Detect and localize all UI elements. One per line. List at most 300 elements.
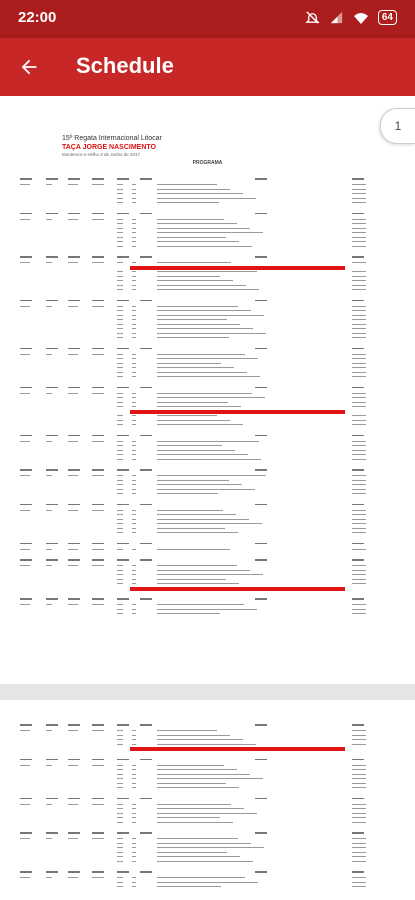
- table-cell: [352, 202, 366, 203]
- table-header-cell: [20, 469, 32, 471]
- table-header-cell: [140, 256, 152, 258]
- table-cell: [117, 514, 123, 515]
- table-cell: [117, 480, 123, 481]
- table-cell: [68, 393, 78, 394]
- table-header-cell: [68, 724, 80, 726]
- table-cell: [352, 397, 366, 398]
- table-cell: [20, 354, 30, 355]
- table-cell: [157, 202, 219, 203]
- table-cell: [352, 450, 366, 451]
- table-header-cell: [352, 759, 364, 761]
- table-header-cell: [46, 559, 58, 561]
- table-cell: [157, 372, 247, 373]
- table-cell: [132, 480, 136, 481]
- table-cell: [157, 354, 245, 355]
- table-cell: [117, 319, 123, 320]
- table-cell: [117, 783, 123, 784]
- table-header-cell: [140, 543, 152, 545]
- table-header-cell: [46, 504, 58, 506]
- table-cell: [132, 877, 136, 878]
- table-header-cell: [352, 559, 364, 561]
- table-cell: [117, 406, 123, 407]
- schedule-block: [0, 543, 415, 554]
- schedule-block: [0, 178, 415, 207]
- table-cell: [132, 246, 136, 247]
- table-cell: [157, 310, 251, 311]
- table-cell: [157, 198, 256, 199]
- table-cell: [46, 604, 52, 605]
- table-header-cell: [92, 543, 104, 545]
- schedule-block: [0, 469, 415, 498]
- table-cell: [157, 604, 244, 605]
- table-cell: [92, 765, 104, 766]
- table-cell: [117, 787, 123, 788]
- table-header-cell: [352, 256, 364, 258]
- table-cell: [157, 813, 257, 814]
- table-cell: [132, 441, 136, 442]
- table-cell: [20, 549, 30, 550]
- document-header: [62, 134, 162, 158]
- table-cell: [352, 765, 366, 766]
- table-header-cell: [46, 178, 58, 180]
- schedule-block: [0, 387, 415, 429]
- table-cell: [352, 514, 366, 515]
- table-header-cell: [68, 435, 80, 437]
- table-cell: [157, 480, 229, 481]
- schedule-block: [0, 724, 415, 753]
- table-header-cell: [140, 798, 152, 800]
- table-cell: [117, 280, 123, 281]
- table-cell: [352, 532, 366, 533]
- screen-title: Schedule: [76, 53, 174, 78]
- table-cell: [92, 354, 104, 355]
- table-cell: [20, 475, 30, 476]
- table-cell: [132, 817, 136, 818]
- table-cell: [132, 861, 136, 862]
- table-cell: [352, 813, 366, 814]
- table-header-cell: [352, 178, 364, 180]
- table-cell: [117, 856, 123, 857]
- table-header-cell: [92, 871, 104, 873]
- table-cell: [132, 838, 136, 839]
- table-cell: [132, 280, 136, 281]
- table-header-cell: [92, 300, 104, 302]
- table-cell: [352, 289, 366, 290]
- table-cell: [352, 420, 366, 421]
- table-cell: [352, 787, 366, 788]
- table-cell: [132, 363, 136, 364]
- table-cell: [352, 415, 366, 416]
- table-cell: [132, 289, 136, 290]
- table-header-cell: [92, 798, 104, 800]
- table-cell: [157, 528, 225, 529]
- table-cell: [117, 445, 123, 446]
- table-cell: [132, 882, 136, 883]
- table-header-cell: [46, 871, 58, 873]
- table-cell: [132, 184, 136, 185]
- table-cell: [132, 475, 136, 476]
- table-cell: [157, 445, 222, 446]
- table-cell: [117, 510, 123, 511]
- table-cell: [92, 565, 104, 566]
- table-header-cell: [140, 504, 152, 506]
- table-cell: [352, 333, 366, 334]
- table-cell: [157, 406, 241, 407]
- table-cell: [352, 232, 366, 233]
- table-cell: [20, 730, 30, 731]
- table-header-cell: [117, 759, 129, 761]
- table-header-cell: [20, 598, 32, 600]
- table-cell: [20, 441, 30, 442]
- table-header-cell: [46, 348, 58, 350]
- table-cell: [157, 241, 239, 242]
- table-cell: [157, 822, 233, 823]
- table-cell: [68, 510, 78, 511]
- table-cell: [117, 528, 123, 529]
- table-header-cell: [92, 559, 104, 561]
- table-cell: [20, 765, 30, 766]
- table-cell: [352, 445, 366, 446]
- table-header-cell: [20, 504, 32, 506]
- table-header-cell: [352, 435, 364, 437]
- table-cell: [20, 877, 30, 878]
- table-cell: [117, 765, 123, 766]
- schedule-block: [0, 504, 415, 537]
- table-cell: [68, 838, 78, 839]
- table-cell: [117, 193, 123, 194]
- table-cell: [157, 219, 224, 220]
- table-cell: [117, 276, 123, 277]
- table-header-cell: [140, 213, 152, 215]
- table-cell: [132, 843, 136, 844]
- table-cell: [117, 228, 123, 229]
- table-header-cell: [92, 256, 104, 258]
- table-cell: [68, 804, 78, 805]
- table-cell: [157, 886, 221, 887]
- table-cell: [352, 856, 366, 857]
- table-cell: [132, 514, 136, 515]
- table-cell: [117, 420, 123, 421]
- table-cell: [117, 583, 123, 584]
- table-cell: [68, 354, 78, 355]
- table-cell: [132, 570, 136, 571]
- table-header-cell: [46, 798, 58, 800]
- table-header-cell: [255, 598, 267, 600]
- table-cell: [117, 532, 123, 533]
- table-cell: [132, 306, 136, 307]
- table-cell: [46, 804, 52, 805]
- table-cell: [46, 262, 52, 263]
- table-cell: [132, 189, 136, 190]
- table-cell: [352, 276, 366, 277]
- table-header-cell: [68, 348, 80, 350]
- table-cell: [132, 193, 136, 194]
- table-cell: [352, 882, 366, 883]
- table-header-cell: [68, 504, 80, 506]
- table-cell: [117, 804, 123, 805]
- table-cell: [117, 246, 123, 247]
- table-header-cell: [255, 348, 267, 350]
- schedule-block: [0, 759, 415, 792]
- table-cell: [352, 838, 366, 839]
- table-cell: [117, 817, 123, 818]
- table-cell: [157, 232, 263, 233]
- table-header-cell: [352, 798, 364, 800]
- table-cell: [132, 372, 136, 373]
- table-cell: [20, 510, 30, 511]
- table-header-cell: [140, 598, 152, 600]
- table-cell: [157, 579, 226, 580]
- table-cell: [157, 484, 242, 485]
- table-header-cell: [20, 724, 32, 726]
- table-cell: [157, 454, 248, 455]
- table-cell: [132, 328, 136, 329]
- table-header-cell: [255, 724, 267, 726]
- table-header-cell: [117, 469, 129, 471]
- table-cell: [117, 337, 123, 338]
- schedule-block: [0, 435, 415, 464]
- document-section-title: PROGRAMA: [192, 160, 223, 166]
- table-header-cell: [117, 504, 129, 506]
- table-header-cell: [68, 871, 80, 873]
- table-cell: [157, 333, 266, 334]
- table-cell: [132, 609, 136, 610]
- table-cell: [20, 219, 30, 220]
- table-header-cell: [140, 387, 152, 389]
- table-cell: [157, 787, 239, 788]
- table-header-cell: [92, 759, 104, 761]
- table-header-cell: [46, 832, 58, 834]
- table-cell: [132, 613, 136, 614]
- table-cell: [117, 271, 123, 272]
- table-cell: [132, 765, 136, 766]
- table-cell: [132, 454, 136, 455]
- table-cell: [157, 193, 243, 194]
- table-cell: [92, 510, 104, 511]
- table-cell: [20, 393, 30, 394]
- table-cell: [117, 735, 123, 736]
- table-cell: [157, 882, 258, 883]
- table-cell: [157, 324, 240, 325]
- highlighted-row: [130, 266, 345, 270]
- table-cell: [132, 415, 136, 416]
- table-header-cell: [255, 300, 267, 302]
- table-cell: [157, 280, 233, 281]
- table-cell: [132, 333, 136, 334]
- table-header-cell: [68, 213, 80, 215]
- table-header-cell: [117, 178, 129, 180]
- table-cell: [352, 493, 366, 494]
- table-header-cell: [68, 469, 80, 471]
- table-cell: [157, 402, 228, 403]
- table-cell: [117, 310, 123, 311]
- table-cell: [157, 420, 230, 421]
- table-cell: [352, 549, 366, 550]
- table-cell: [352, 393, 366, 394]
- table-cell: [92, 441, 104, 442]
- table-header-cell: [20, 348, 32, 350]
- schedule-block: [0, 559, 415, 592]
- table-cell: [132, 285, 136, 286]
- table-cell: [117, 333, 123, 334]
- table-cell: [46, 441, 52, 442]
- table-cell: [117, 843, 123, 844]
- table-cell: [352, 510, 366, 511]
- table-cell: [132, 730, 136, 731]
- table-cell: [157, 838, 238, 839]
- table-cell: [352, 441, 366, 442]
- table-header-cell: [255, 178, 267, 180]
- table-cell: [132, 783, 136, 784]
- table-cell: [132, 604, 136, 605]
- table-cell: [352, 271, 366, 272]
- highlighted-row: [130, 747, 345, 751]
- table-cell: [117, 363, 123, 364]
- table-cell: [157, 861, 253, 862]
- table-cell: [68, 730, 78, 731]
- page-indicator[interactable]: [380, 108, 415, 144]
- table-cell: [157, 843, 251, 844]
- table-cell: [157, 475, 266, 476]
- table-header-cell: [117, 213, 129, 215]
- table-cell: [117, 769, 123, 770]
- table-cell: [68, 184, 78, 185]
- table-cell: [352, 583, 366, 584]
- table-cell: [352, 489, 366, 490]
- table-header-cell: [255, 559, 267, 561]
- table-cell: [117, 475, 123, 476]
- table-cell: [117, 232, 123, 233]
- table-header-cell: [46, 435, 58, 437]
- table-cell: [117, 549, 123, 550]
- table-header-cell: [46, 256, 58, 258]
- table-header-cell: [46, 300, 58, 302]
- table-cell: [132, 778, 136, 779]
- table-header-cell: [92, 724, 104, 726]
- back-arrow-icon: [18, 56, 40, 78]
- table-header-cell: [20, 759, 32, 761]
- table-header-cell: [255, 435, 267, 437]
- table-cell: [157, 744, 256, 745]
- table-cell: [132, 744, 136, 745]
- table-cell: [46, 219, 52, 220]
- table-cell: [117, 613, 123, 614]
- table-header-cell: [117, 832, 129, 834]
- table-cell: [132, 519, 136, 520]
- table-cell: [157, 523, 262, 524]
- table-header-cell: [352, 598, 364, 600]
- table-header-cell: [68, 832, 80, 834]
- table-cell: [117, 223, 123, 224]
- table-cell: [352, 861, 366, 862]
- status-time: 22:00: [18, 9, 57, 26]
- pdf-viewer[interactable]: [0, 96, 415, 900]
- battery-icon: [378, 10, 397, 25]
- table-header-cell: [117, 300, 129, 302]
- table-cell: [132, 489, 136, 490]
- table-cell: [157, 376, 260, 377]
- table-cell: [132, 406, 136, 407]
- table-cell: [157, 306, 238, 307]
- table-cell: [92, 604, 104, 605]
- table-header-cell: [117, 598, 129, 600]
- table-cell: [92, 393, 104, 394]
- schedule-block: [0, 598, 415, 618]
- table-cell: [352, 484, 366, 485]
- table-cell: [157, 778, 263, 779]
- table-cell: [20, 804, 30, 805]
- wifi-icon: [353, 11, 369, 25]
- table-cell: [132, 484, 136, 485]
- table-cell: [352, 574, 366, 575]
- table-cell: [132, 420, 136, 421]
- table-header-cell: [46, 598, 58, 600]
- table-cell: [352, 604, 366, 605]
- schedule-block: [0, 213, 415, 251]
- table-cell: [20, 306, 30, 307]
- table-cell: [132, 237, 136, 238]
- table-header-cell: [255, 213, 267, 215]
- table-header-cell: [255, 387, 267, 389]
- table-cell: [132, 787, 136, 788]
- table-header-cell: [255, 504, 267, 506]
- table-header-cell: [20, 387, 32, 389]
- mute-icon: [305, 10, 320, 25]
- table-cell: [132, 523, 136, 524]
- table-header-cell: [92, 387, 104, 389]
- table-cell: [352, 319, 366, 320]
- table-cell: [132, 232, 136, 233]
- table-cell: [157, 493, 218, 494]
- table-cell: [157, 774, 250, 775]
- document-page-1: [0, 96, 415, 684]
- table-cell: [352, 237, 366, 238]
- table-cell: [352, 843, 366, 844]
- table-cell: [132, 393, 136, 394]
- table-cell: [157, 319, 227, 320]
- table-cell: [157, 367, 234, 368]
- back-button[interactable]: [14, 52, 44, 82]
- table-cell: [117, 285, 123, 286]
- table-cell: [352, 406, 366, 407]
- table-cell: [92, 730, 104, 731]
- table-cell: [157, 289, 259, 290]
- table-cell: [132, 202, 136, 203]
- table-cell: [157, 489, 255, 490]
- table-cell: [157, 532, 238, 533]
- table-cell: [157, 852, 227, 853]
- table-cell: [117, 609, 123, 610]
- table-header-cell: [92, 435, 104, 437]
- table-cell: [352, 565, 366, 566]
- table-cell: [132, 459, 136, 460]
- table-cell: [132, 262, 136, 263]
- table-cell: [132, 774, 136, 775]
- table-cell: [132, 813, 136, 814]
- table-cell: [157, 735, 230, 736]
- table-cell: [117, 852, 123, 853]
- table-header-cell: [352, 300, 364, 302]
- table-header-cell: [140, 435, 152, 437]
- table-cell: [352, 306, 366, 307]
- table-header-cell: [352, 724, 364, 726]
- table-cell: [68, 877, 78, 878]
- table-header-cell: [352, 387, 364, 389]
- table-cell: [352, 783, 366, 784]
- table-cell: [157, 184, 217, 185]
- table-cell: [352, 198, 366, 199]
- table-cell: [157, 393, 252, 394]
